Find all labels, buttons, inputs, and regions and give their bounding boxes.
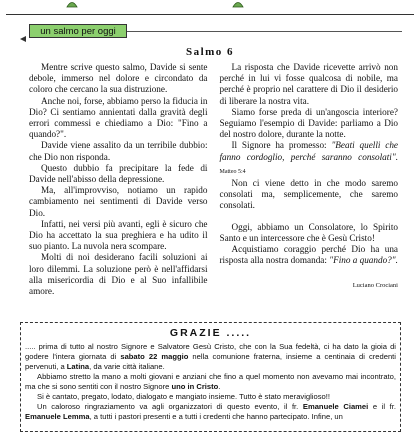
thanks-title: GRAZIE .....	[169, 327, 252, 339]
promise-quote: "Beati quelli che fanno cordoglio, perché saranno consolati".	[219, 140, 399, 162]
paragraph: La risposta che Davide ricevette arrivò non perché in lui vi fosse qualcosa di nobile, ma perché è proprio nel carattere di Dio il desiderio di liberare la nostra vita.	[219, 62, 398, 106]
thanks-paragraph: Abbiamo stretto la mano a molti giovani e anziani che fino a quel momento non avevamo mai incontrato, ma che si sono sentiti con il nostro Signore uno in Cristo.	[25, 372, 396, 391]
paragraph: Mentre scrive questo salmo, Davide si sente debole, immerso nel dolore e circondato da coloro che cercano la sua distruzione.	[29, 62, 208, 95]
paragraph: Non ci viene detto in che modo saremo consolati ma, semplicemente, che saremo consolati.	[219, 178, 398, 211]
paragraph: Infatti, nei versi più avanti, egli è sicuro che Dio ha accettato la sua preghiera e ha udito il suo pianto. La nuvola nera scompare.	[29, 218, 208, 252]
paragraph: Ma, all'improvviso, notiamo un rapido cambiamento nei sentimenti di Davide verso Dio.	[29, 185, 208, 218]
closing-paragraph	[220, 244, 399, 266]
promise-intro: Il Signore ha promesso:	[231, 140, 332, 151]
top-rule	[6, 14, 414, 15]
scripture-ref: Matteo 5:4	[219, 168, 246, 175]
thanks-paragraph: ..... prima di tutto al nostro Signore e Salvatore Gesù Cristo, che con la Sua fedeltà, ci ha dato la gioia di godere l'intera giornata di sabato 22 maggio nella comunione fraterna, insieme a centinaia di credenti pervenuti, a Latina, da varie città italiane.	[25, 342, 396, 371]
section-divider	[127, 31, 402, 32]
leaf-icon	[232, 0, 244, 8]
promise-paragraph	[220, 140, 399, 178]
paragraph: Questo dubbio fa precipitare la fede di Davide nell'abisso della depressione.	[29, 162, 208, 185]
paragraph: Molti di noi desiderano facili soluzioni ai loro dilemmi. La soluzione però è nell'affidarsi alla misericordia di Dio e al Suo infallibile amore.	[29, 252, 208, 297]
event-date: sabato 22 maggio	[120, 352, 189, 361]
paragraph: Oggi, abbiamo un Consolatore, lo Spirito Santo e un intercessore che è Gesù Cristo!	[219, 221, 398, 243]
organizer-name: Emanuele Lemma	[25, 412, 90, 421]
article-title: Salmo 6	[185, 46, 235, 58]
right-column	[220, 62, 399, 297]
thanks-paragraph: Si è cantato, pregato, lodato, dialogato e mangiato insieme. Tutto è stato meraviglioso!!	[37, 392, 330, 401]
leaf-icon	[66, 0, 78, 8]
thanks-box	[20, 322, 401, 432]
article-columns	[29, 62, 398, 297]
thanks-paragraph: Un caloroso ringraziamento va agli organizzatori di questo evento, il fr. Emanuele Ciamei e il fr. Emanuele Lemma, a tutti i pastori presenti e a tutti i credenti che hanno partecipato. Infine, un	[25, 402, 397, 421]
author-signature: Luciano Crociani	[352, 282, 398, 290]
paragraph: Davide viene assalito da un terribile dubbio: che Dio non risponda.	[29, 140, 208, 162]
paragraph: Anche noi, forse, abbiamo perso la fiducia in Dio? Ci sentiamo annientati dalla gravità degli errori commessi e chiediamo a Dio: "Fino a quando?".	[29, 95, 208, 140]
closing-text: Acquistiamo coraggio perché Dio ha una risposta alla nostra domanda:	[219, 244, 398, 266]
left-column	[29, 62, 208, 297]
closing-quote: "Fino a quando?".	[329, 255, 398, 266]
ornament-icon	[20, 29, 29, 35]
event-place: Latina	[66, 362, 90, 371]
organizer-name: Emanuele Ciamei	[302, 402, 369, 411]
paragraph: Siamo forse preda di un'angoscia interiore? Seguiamo l'esempio di Davide: parliamo a Dio del nostro dolore, durante la notte.	[219, 106, 398, 140]
section-label: un salmo per oggi	[29, 24, 127, 38]
